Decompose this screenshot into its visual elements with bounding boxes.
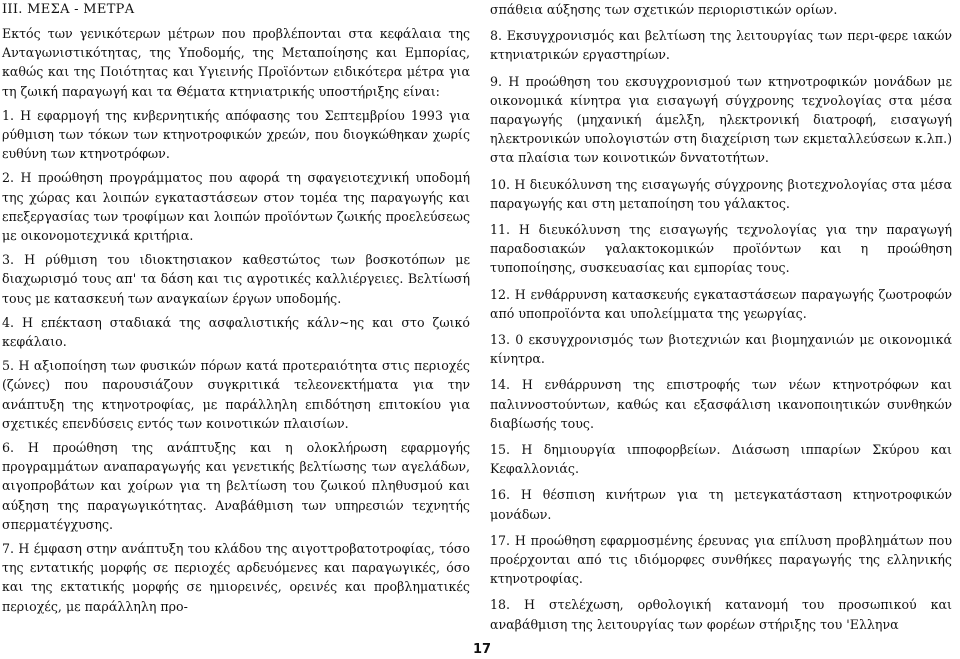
measure-item-11: 11. Η διευκόλυνση της εισαγωγής τεχνολογίας για την παραγωγή παραδοσιακών γαλακτοκομικών προϊόντων και η προώθηση τυποποίησης, συσκευασίας και εμπορίας τους. — [490, 222, 952, 276]
measure-item-12: 12. Η ενθάρρυνση κατασκευής εγκαταστάσεων παραγωγής ζωοτροφών από υποπροϊόντα και υπολείμματα της γεωργίας. — [490, 286, 952, 321]
measure-item-4: 4. Η επέκταση σταδιακά της ασφαλιστικής κάλν~ης και στο ζωικό κεφάλαιο. — [2, 314, 470, 350]
measure-item-7-continued: σπάθεια αύξησης των σχετικών περιοριστικών ορίων. — [490, 2, 838, 17]
measure-item-5: 5. Η αξιοποίηση των φυσικών πόρων κατά προτεραιότητα στις περιοχές (ζώνες) που παρουσιάζουν συγκριτικά τελεονεκτήματα για την ανάπτυξη της κτηνοτροφίας, με παράλληλη επιδότηση επιτοκίου για σχετικές επενδύσεις εντός των κοινοτικών πλαισίων. — [2, 358, 470, 431]
section-heading: ΙΙΙ. ΜΕΣΑ - ΜΕΤΡΑ — [2, 2, 135, 17]
measure-item-7: 7. Η έμφαση στην ανάπτυξη του κλάδου της αιγοττροβατοτροφίας, τόσο της εντατικής μορφής σε περιοχές αρδευόμενες και παραγωγικές, όσο και της εκτατικής μορφής σε ημιορεινές, ορεινές και προβληματικές περιοχές, με παράλληλη προ- — [2, 541, 470, 614]
measure-item-3: 3. Η ρύθμιση του ιδιοκτησιακον καθεστώτος των βοσκοτόπων με διαχωρισμό τους απ' τα δάση και τις αγροτικές καλλιέργειες. Βελτίωσή τους με κατασκευή των αναγκαίων έργων υποδομής. — [2, 252, 470, 306]
measure-item-1: 1. Η εφαρμογή της κνβερνητικής απόφασης του Σεπτεμβρίου 1993 για ρύθμιση των τόκων των κτηνοτροφικών χρεών, που διογκώθηκαν χωρίς ευθύνη των κτηνοτρόφων. — [2, 107, 470, 162]
measure-item-10: 10. Η διευκόλυνση της εισαγωγής σύγχρονης βιοτεχνολογίας στα μέσα παραγωγής και στη μεταποίηση του γάλακτος. — [490, 176, 952, 211]
measure-item-9: 9. Η προώθηση του εκσυγχρονισμού των κτηνοτροφικών μονάδων με οικονομικά κίνητρα για εισαγωγή σύγχρονης τεχνολογίας στα μέσα παραγωγής (μηχανική άμελξη, ηλεκτρονική διατροφή, εισαγωγή ηλεκτρονικών υπολογιστών στη διαχείριση των εκμεταλλεύσεων κ.λπ.) στα πλαίσια των κοινοτικών δνvατοτήτων. — [490, 73, 952, 166]
left-column — [2, 0, 470, 621]
measure-item-8: 8. Εκσυγχρονισμός και βελτίωση της λειτουργίας των περι-φερε ιακών κτηνιατρικών εργαστηρίων. — [490, 28, 952, 63]
right-column — [490, 0, 952, 641]
measure-item-18: 18. Η στελέχωση, ορθολογική κατανομή του προσωπικού και αναβάθμιση της λειτουργίας των φορέων στήριξης του 'Ελληνα — [490, 597, 952, 632]
measure-item-13: 13. 0 εκσυγχρονισμός των βιοτεχνιών και βιομηχανιών με οικονομικά κίνητρα. — [490, 332, 952, 367]
measure-item-2: 2. Η προώθηση προγράμματος που αφορά τη σφαγειοτεχνική υποδομή της χώρας και λοιπών εγκαταστάσεων στον τομέα της παραγωγής και επεξεργασίας των τροφίμων και λοιπών προϊόντων ζωικής προελεύσεως με οικονομοτεχνικά κριτήρια. — [2, 170, 470, 244]
measure-item-15: 15. Η δημιουργία ιπποφορβείων. Διάσωση ιππαρίων Σκύρου και Κεφαλλονιάς. — [490, 442, 952, 477]
measure-item-17: 17. Η προώθηση εφαρμοσμένης έρευνας για επίλυση προβλημάτων που προέρχονται από τις ιδιόμορφες συνθήκες παραγωγής της ελληνικής κτηνοτροφίας. — [490, 532, 952, 587]
measure-item-6: 6. Η προώθηση της ανάπτυξης και η ολοκλήρωση εφαρμογής προγραμμάτων αναπαραγωγής και γενετικής βελτίωσης των αγελάδων, αιγοπροβάτων και χοίρων για τη βελτίωση του ζωικού πληθυσμού και αύξηση της παραγωγικότητας. Αναβάθμιση των υπηρεσιών τεχνητής σπερματέγχυσης. — [2, 440, 470, 532]
page-number: 17 — [473, 642, 492, 657]
measure-item-16: 16. Η θέσπιση κινήτρων για τη μετεγκατάσταση κτηνοτροφικών μονάδων. — [490, 487, 952, 522]
intro-paragraph: Εκτός των γενικότερων μέτρων που προβλέπονται στα κεφάλαια της Ανταγωνιστικότητας, της Υποδομής, της Μεταποίησης και Εμπορίας, καθώς και της Ποιότητας και Υγιεινής Προϊόντων ειδικότερα μέτρα για τη ζωική παραγωγή και τα Θέματα κτηνιατρικής υποστήριξης είναι: — [2, 26, 470, 99]
measure-item-14: 14. Η ενθάρρυνση της επιστροφής των νέων κτηνοτρόφων και παλιννοστούντων, καθώς και εξασφάλιση ικανοποιητικών συνθηκών διαβίωσής τους. — [490, 377, 952, 431]
